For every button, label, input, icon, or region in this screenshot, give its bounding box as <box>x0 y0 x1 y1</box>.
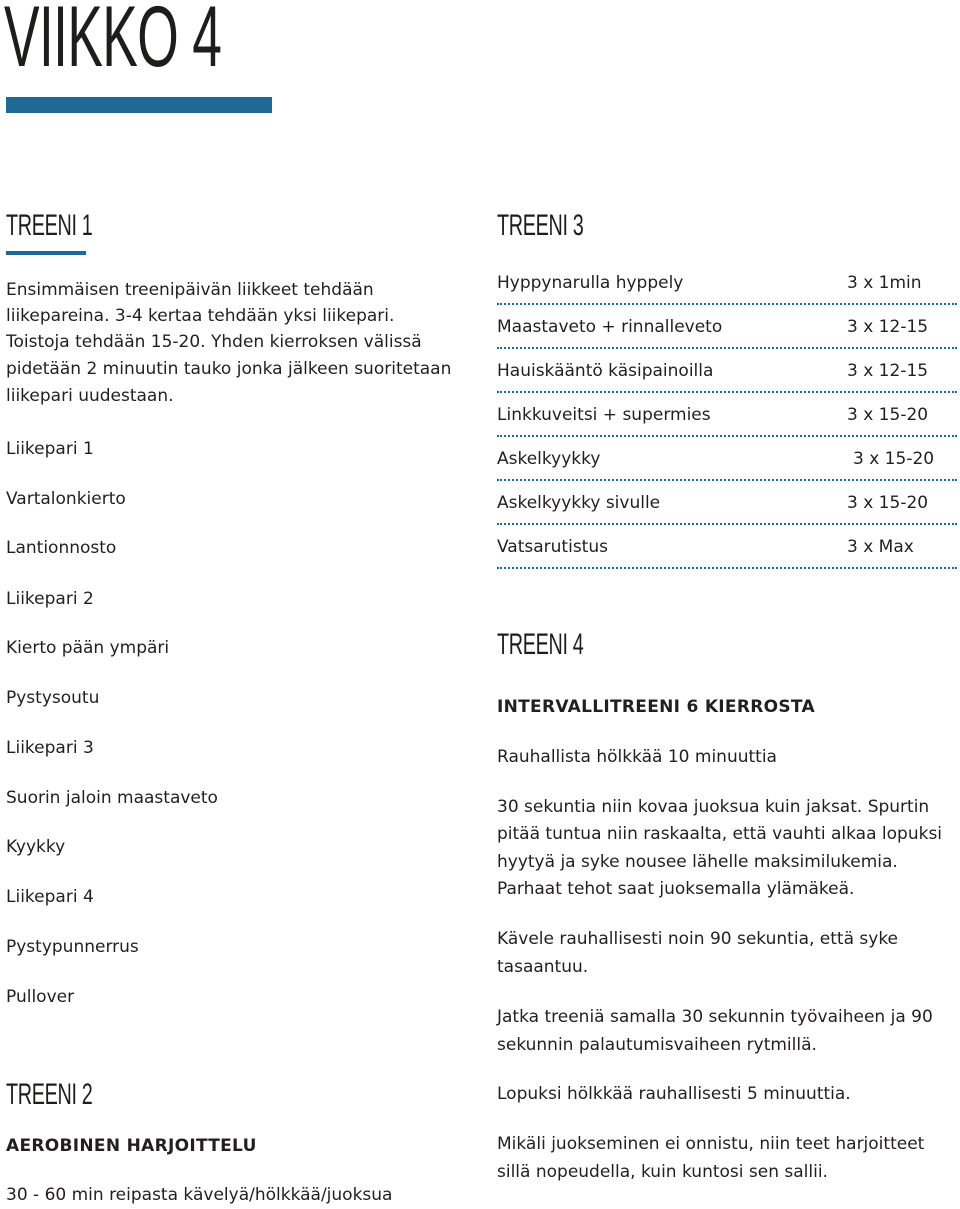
treeni4-paragraph: Rauhallista hölkkää 10 minuuttia <box>497 747 777 767</box>
exercise-sets: 3 x 15-20 <box>853 449 935 469</box>
treeni3-heading: TREENI 3 <box>497 209 584 242</box>
exercise-sets: 3 x 15-20 <box>847 405 929 425</box>
treeni1-heading: TREENI 1 <box>6 209 93 242</box>
liikepari-heading: Liikepari 1 <box>6 439 94 459</box>
title-underline <box>6 97 272 113</box>
exercise-sets: 3 x 1min <box>847 273 922 293</box>
treeni4-paragraph-line: Jatka treeniä samalla 30 sekunnin työvaiheen ja 90 <box>497 1007 933 1027</box>
treeni2-subheading: AEROBINEN HARJOITTELU <box>6 1136 257 1156</box>
exercise-row <box>497 314 957 358</box>
exercise-name: Linkkuveitsi + supermies <box>497 405 711 425</box>
treeni4-paragraph-line: Mikäli juokseminen ei onnistu, niin teet harjoitteet <box>497 1134 925 1154</box>
treeni1-intro-line: pidetään 2 minuutin tauko jonka jälkeen suoritetaan <box>6 359 452 379</box>
dotted-divider <box>497 567 957 569</box>
exercise-name: Hauiskääntö käsipainoilla <box>497 361 714 381</box>
exercise-row <box>497 402 957 446</box>
treeni1-intro-line: Ensimmäisen treenipäivän liikkeet tehdään <box>6 280 374 300</box>
exercise-item: Lantionnosto <box>6 538 117 558</box>
treeni4-paragraph-line: Kävele rauhallisesti noin 90 sekuntia, että syke <box>497 929 899 949</box>
liikepari-heading: Liikepari 4 <box>6 887 94 907</box>
exercise-name: Askelkyykky <box>497 449 601 469</box>
dotted-divider <box>497 391 957 393</box>
exercise-item: Suorin jaloin maastaveto <box>6 788 218 808</box>
treeni1-intro-line: Toistoja tehdään 15-20. Yhden kierroksen välissä <box>6 332 422 352</box>
treeni4-paragraph-line: hyytyä ja syke nousee lähelle maksimilukemia. <box>497 852 898 872</box>
treeni1-intro-line: liikepari uudestaan. <box>6 386 174 406</box>
page-title: VIIKKO 4 <box>4 0 222 85</box>
treeni4-paragraph-line: pitää tuntua niin raskaalta, että vauhti alkaa lopuksi <box>497 824 943 844</box>
treeni4-heading: TREENI 4 <box>497 628 584 661</box>
treeni1-intro-line: liikepareina. 3-4 kertaa tehdään yksi liikepari. <box>6 306 395 326</box>
exercise-sets: 3 x 15-20 <box>847 493 929 513</box>
exercise-name: Maastaveto + rinnalleveto <box>497 317 723 337</box>
exercise-item: Pystypunnerrus <box>6 937 139 957</box>
treeni2-heading: TREENI 2 <box>6 1078 93 1111</box>
exercise-item: Vartalonkierto <box>6 489 126 509</box>
exercise-row <box>497 446 957 490</box>
exercise-sets: 3 x Max <box>847 537 914 557</box>
treeni4-subheading: INTERVALLITREENI 6 KIERROSTA <box>497 697 815 717</box>
dotted-divider <box>497 303 957 305</box>
treeni4-paragraph-line: tasaantuu. <box>497 957 589 977</box>
exercise-sets: 3 x 12-15 <box>847 361 929 381</box>
treeni4-paragraph-line: sillä nopeudella, kuin kuntosi sen sallii. <box>497 1162 828 1182</box>
exercise-sets: 3 x 12-15 <box>847 317 929 337</box>
exercise-name: Hyppynarulla hyppely <box>497 273 684 293</box>
dotted-divider <box>497 435 957 437</box>
exercise-item: Pullover <box>6 987 75 1007</box>
dotted-divider <box>497 479 957 481</box>
exercise-item: Kierto pään ympäri <box>6 638 170 658</box>
exercise-row <box>497 490 957 534</box>
liikepari-heading: Liikepari 2 <box>6 589 94 609</box>
treeni4-paragraph-line: 30 sekuntia niin kovaa juoksua kuin jaksat. Spurtin <box>497 797 930 817</box>
treeni4-paragraph-line: Lopuksi hölkkää rauhallisesti 5 minuuttia. <box>497 1084 851 1104</box>
treeni1-underline <box>6 251 86 255</box>
exercise-item: Kyykky <box>6 837 66 857</box>
exercise-row <box>497 270 957 314</box>
treeni4-paragraph-line: Parhaat tehot saat juoksemalla ylämäkeä. <box>497 879 855 899</box>
liikepari-heading: Liikepari 3 <box>6 738 94 758</box>
exercise-row <box>497 358 957 402</box>
dotted-divider <box>497 347 957 349</box>
treeni4-paragraph-line: sekunnin palautumisvaiheen rytmillä. <box>497 1035 817 1055</box>
treeni2-text: 30 - 60 min reipasta kävelyä/hölkkää/juoksua <box>6 1185 393 1205</box>
dotted-divider <box>497 523 957 525</box>
exercise-name: Vatsarutistus <box>497 537 608 557</box>
exercise-item: Pystysoutu <box>6 688 100 708</box>
exercise-row <box>497 534 957 578</box>
exercise-name: Askelkyykky sivulle <box>497 493 661 513</box>
